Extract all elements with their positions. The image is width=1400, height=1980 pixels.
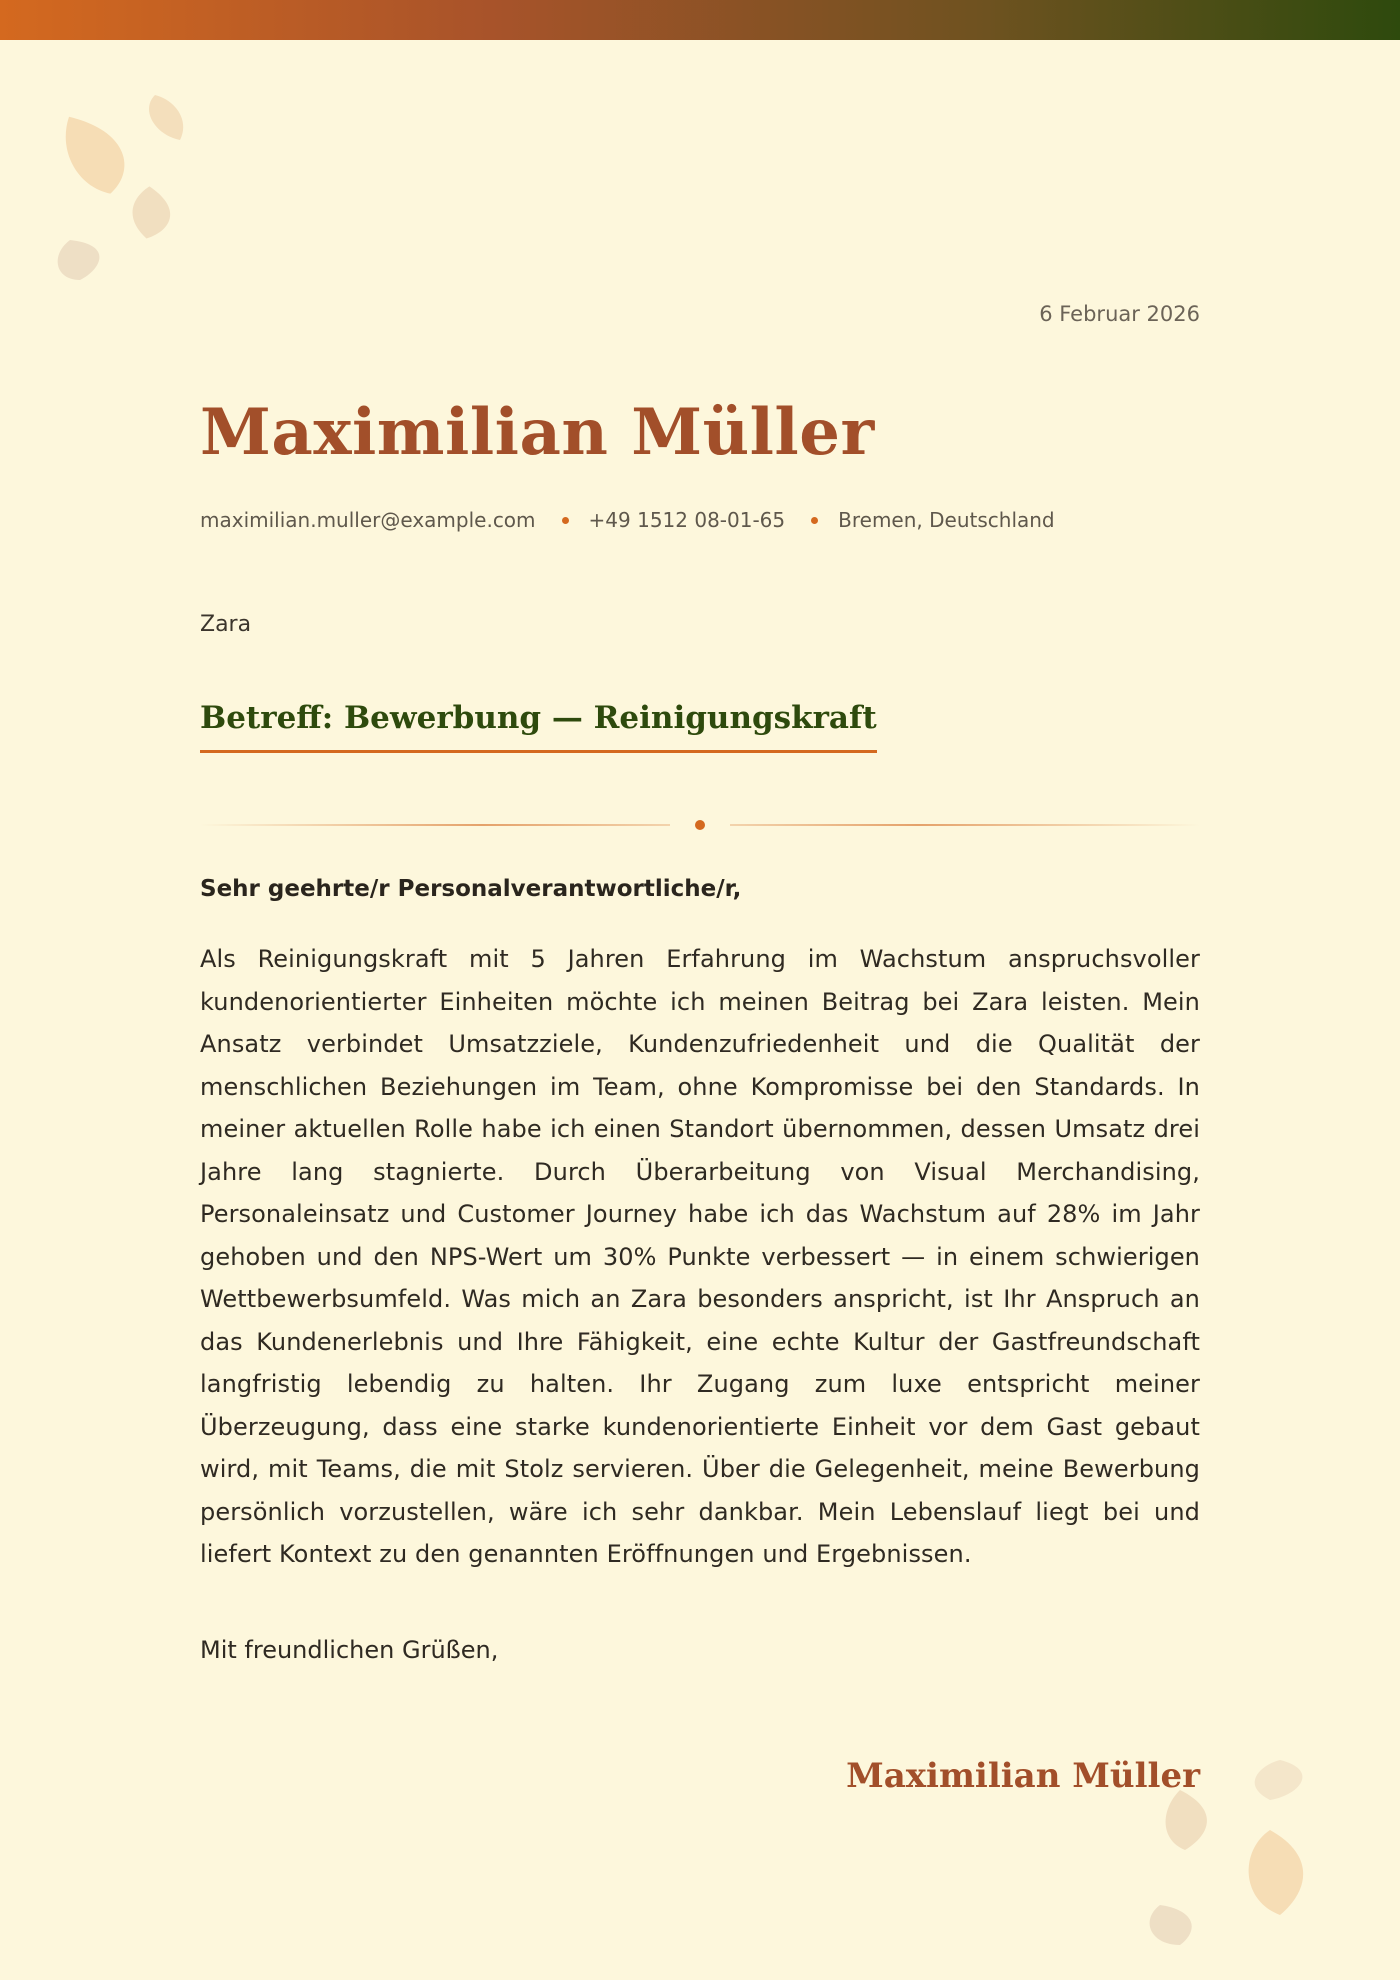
letter-date: 6 Februar 2026 xyxy=(1039,302,1200,326)
separator-dot-icon xyxy=(811,517,818,524)
contact-email: maximilian.muller@example.com xyxy=(200,508,536,532)
subject-line: Betreff: Bewerbung — Reinigungskraft xyxy=(200,700,877,753)
contact-phone: +49 1512 08-01-65 xyxy=(588,508,786,532)
closing: Mit freundlichen Grüßen, xyxy=(200,1636,499,1664)
divider-line-left xyxy=(200,824,670,826)
salutation: Sehr geehrte/r Personalverantwortliche/r, xyxy=(200,876,742,902)
contact-line xyxy=(200,508,1055,532)
letter-body: Als Reinigungskraft mit 5 Jahren Erfahrung im Wachstum anspruchsvoller kundenorientierter Einheiten möchte ich meinen Beitrag bei Zara leisten. Mein Ansatz verbindet Umsatzziele, Kundenzufriedenheit und die Qualität der menschlichen Beziehungen im Team, ohne Kompromisse bei den Standards. In meiner aktuellen Rolle habe ich einen Standort übernommen, dessen Umsatz drei Jahre lang stagnierte. Durch Überarbeitung von Visual Merchandising, Personaleinsatz und Customer Journey habe ich das Wachstum auf 28% im Jahr gehoben und den NPS-Wert um 30% Punkte verbessert — in einem schwierigen Wettbewerbsumfeld. Was mich an Zara besonders anspricht, ist Ihr Anspruch an das Kundenerlebnis und Ihre Fähigkeit, eine echte Kultur der Gastfreundschaft langfristig lebendig zu halten. Ihr Zugang zum luxe entspricht meiner Überzeugung, dass eine starke kundenorientierte Einheit vor dem Gast gebaut wird, mit Teams, die mit Stolz servieren. Über die Gelegenheit, meine Bewerbung persönlich vorzustellen, wäre ich sehr dankbar. Mein Lebenslauf liegt bei und liefert Kontext zu den genannten Eröffnungen und Ergebnissen. xyxy=(200,945,1200,1568)
signature: Maximilian Müller xyxy=(846,1756,1200,1796)
separator-dot-icon xyxy=(562,517,569,524)
contact-location: Bremen, Deutschland xyxy=(838,508,1055,532)
recipient-company: Zara xyxy=(200,612,252,637)
divider-dot-icon xyxy=(695,820,705,830)
applicant-name: Maximilian Müller xyxy=(200,395,875,470)
ornamental-divider xyxy=(200,820,1200,830)
top-gradient-bar xyxy=(0,0,1400,40)
divider-line-right xyxy=(730,824,1200,826)
leaf-decoration-top-icon xyxy=(40,80,240,300)
